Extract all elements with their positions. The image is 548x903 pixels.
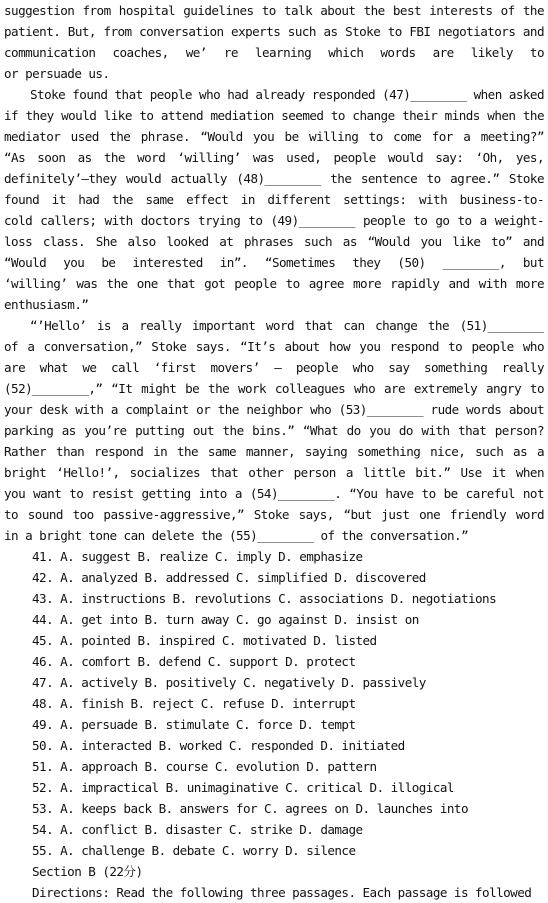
passage-line: patient. But, from conversation experts such as Stoke to FBI negotiators and (4, 24, 544, 39)
passage-line: found it had the same effect in different settings: with business-to- (4, 192, 544, 207)
question-49: 49. A. persuade B. stimulate C. force D. tempt (32, 717, 356, 732)
question-42: 42. A. analyzed B. addressed C. simplified D. discovered (32, 570, 426, 585)
question-54: 54. A. conflict B. disaster C. strike D. damage (32, 822, 363, 837)
passage-line: if they would like to attend mediation seemed to change their minds when the (4, 108, 544, 123)
question-53: 53. A. keeps back B. answers for C. agrees on D. launches into (32, 801, 468, 816)
passage-line: enthusiasm.” (4, 297, 89, 312)
question-41: 41. A. suggest B. realize C. imply D. emphasize (32, 549, 363, 564)
passage-line: in a bright tone can delete the (55)________ of the conversation.” (4, 528, 469, 543)
passage-line: cold callers; with doctors trying to (49)________ people to go to a weight- (4, 213, 544, 228)
question-45: 45. A. pointed B. inspired C. motivated D. listed (32, 633, 377, 648)
passage-line: bright ‘Hello!’, socializes that other person a little bit.” Use it when (4, 465, 544, 480)
passage-line: definitely’—they would actually (48)________ the sentence to agree.” Stoke (4, 171, 544, 186)
passage-line: communication coaches, we’ re learning which words are likely to (4, 45, 544, 60)
passage-line: mediator used the phrase. “Would you be willing to come for a meeting?” (4, 129, 544, 144)
passage-line: to sound too passive-aggressive,” Stoke says, “but just one friendly word (4, 507, 544, 522)
passage-line: parking as you’re putting out the bins.” “What do you do with that person? (4, 423, 544, 438)
passage-line: loss class. She also looked at phrases such as “Would you like to” and (4, 234, 544, 249)
question-47: 47. A. actively B. positively C. negatively D. passively (32, 675, 426, 690)
question-43: 43. A. instructions B. revolutions C. associations D. negotiations (32, 591, 497, 606)
passage-line: ‘willing’ was the one that got people to agree more rapidly and with more (4, 276, 544, 291)
question-48: 48. A. finish B. reject C. refuse D. interrupt (32, 696, 356, 711)
passage-line: or persuade us. (4, 66, 110, 81)
question-46: 46. A. comfort B. defend C. support D. protect (32, 654, 356, 669)
directions-text: Directions: Read the following three passages. Each passage is followed (32, 885, 532, 900)
passage-line: Stoke found that people who had already responded (47)________ when asked (30, 87, 544, 102)
question-50: 50. A. interacted B. worked C. responded D. initiated (32, 738, 405, 753)
passage-line: you want to resist getting into a (54)________. “You have to be careful not (4, 486, 544, 501)
passage-line: “’Hello’ is a really important word that can change the (51)________ (30, 318, 544, 333)
passage-line: “As soon as the word ‘willing’ was used, people would say: ‘Oh, yes, (4, 150, 544, 165)
question-52: 52. A. impractical B. unimaginative C. critical D. illogical (32, 780, 454, 795)
passage-line: your desk with a complaint or the neighbor who (53)________ rude words about (4, 402, 544, 417)
question-51: 51. A. approach B. course C. evolution D. pattern (32, 759, 377, 774)
question-44: 44. A. get into B. turn away C. go against D. insist on (32, 612, 419, 627)
passage-line: “Would you be interested in”. “Sometimes they (50) ________, but (4, 255, 544, 270)
passage-line: of a conversation,” Stoke says. “It’s about how you respond to people who (4, 339, 544, 354)
passage-line: (52)________,” “It might be the work colleagues who are extremely angry to (4, 381, 544, 396)
section-heading: Section B (22分) (32, 864, 143, 879)
passage-line: suggestion from hospital guidelines to talk about the best interests of the (4, 3, 544, 18)
passage-line: Rather than respond in the same manner, saying something nice, such as a (4, 444, 544, 459)
question-55: 55. A. challenge B. debate C. worry D. silence (32, 843, 356, 858)
passage-line: are what we call ‘first movers’ – people who say something really (4, 360, 544, 375)
